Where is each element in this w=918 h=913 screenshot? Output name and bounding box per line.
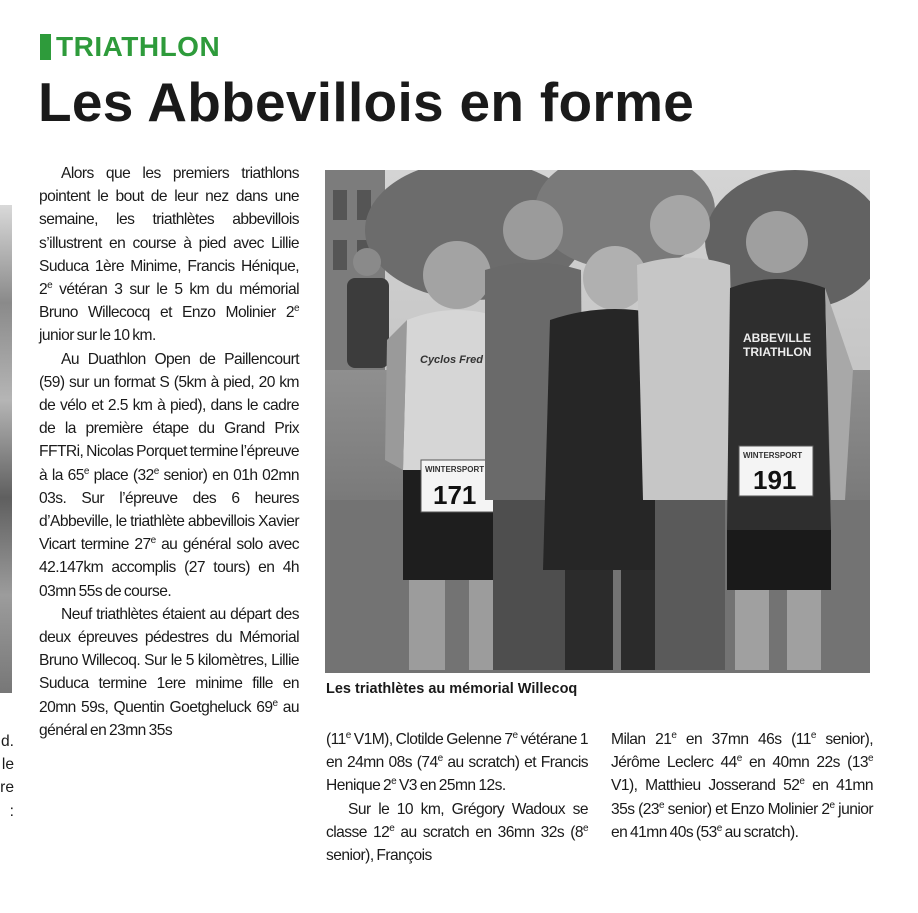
- paragraph-10km: Sur le 10 km, Grégory Wadoux se classe 12e au scratch en 36mn 32s (8e senior), François: [326, 800, 588, 865]
- section-title: TRIATHLON: [56, 31, 221, 62]
- svg-text:171: 171: [433, 480, 477, 510]
- svg-text:WINTERSPORT: WINTERSPORT: [425, 465, 485, 474]
- article-column-3: [611, 728, 873, 844]
- paragraph-intro: Alors que les premiers triathlons pointent le bout de leur nez dans une semaine, les triathlètes abbevillois s’illustrent en course à pied avec Lillie Suduca 1ère Minime, Francis Hénique, 2e vétéran 3 sur le 5 km du mémorial Bruno Willecocq et Enzo Molinier 2e junior sur le 10 km.: [39, 165, 299, 345]
- svg-text:WINTERSPORT: WINTERSPORT: [743, 451, 803, 460]
- team-photo: [325, 170, 870, 673]
- paragraph-10km-cont: Milan 21e en 37mn 46s (11e senior), Jérôme Leclerc 44e en 40mn 22s (13e V1), Matthieu Josserand 52e en 41mn 35s (23e senior) et Enzo Molinier 2e junior en 41mn 40s (53e au scratch).: [611, 730, 874, 841]
- article-column-1: [39, 162, 299, 742]
- paragraph-memorial-cont: (11e V1M), Clotilde Gelenne 7e vétérane 1 en 24mn 08s (74e au scratch) et Francis Henique 2e V3 en 25mn 12s.: [326, 730, 588, 795]
- paragraph-duathlon: Au Duathlon Open de Paillencourt (59) sur un format S (5km à pied, 20 km de vélo et 2.5 km à pied), dans le cadre de la première étape du Grand Prix FFTRi, Nicolas Porquet termine l’épreuve à la 65e place (32e senior) en 01h 02mn 03s. Sur l’épreuve des 6 heures d’Abbeville, le triathlète abbevillois Xavier Vicart termine 27e au général solo avec 42.147km accomplis (27 tours) en 4h 03mn 55s de course.: [39, 350, 299, 600]
- section-label: [40, 30, 220, 64]
- photo-caption: Les triathlètes au mémorial Willecoq: [326, 681, 578, 697]
- svg-text:191: 191: [753, 465, 797, 495]
- paragraph-memorial: Neuf triathlètes étaient au départ des deux épreuves pédestres du Mémorial Bruno Willecoq. Sur le 5 kilomètres, Lillie Suduca termine 1ere minime fille en 20mn 59s, Quentin Goetgheluck 69e au général en 23mn 35s: [39, 605, 300, 739]
- headline: Les Abbevillois en forme: [38, 71, 695, 133]
- svg-text:Cyclos Fred: Cyclos Fred: [420, 354, 483, 366]
- adjacent-text-fragment: d. le re :: [0, 733, 14, 820]
- adjacent-photo-fragment: [0, 205, 12, 693]
- section-marker: [40, 34, 51, 60]
- article-column-2: [326, 728, 588, 867]
- svg-text:TRIATHLON: TRIATHLON: [743, 345, 812, 359]
- svg-text:ABBEVILLE: ABBEVILLE: [743, 331, 812, 345]
